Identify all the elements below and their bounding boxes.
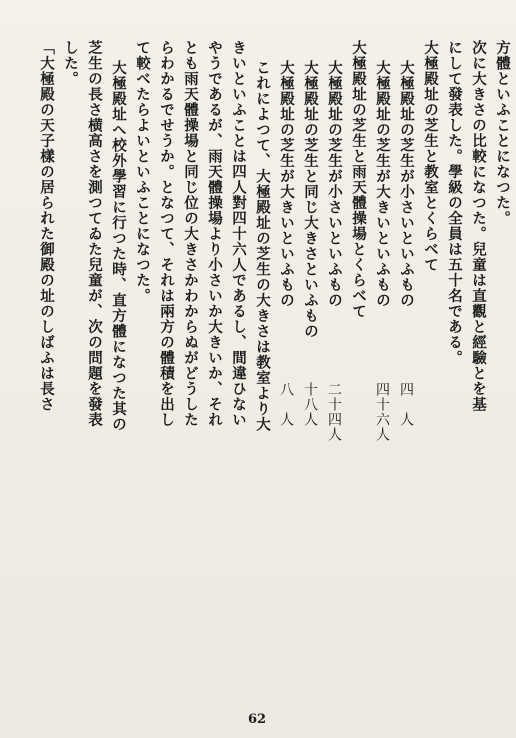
text-line: やうであるが、雨天體操場より小さいか大きいか、それ	[206, 40, 223, 428]
text-line: 大極殿址の芝生が大きいといふもの	[278, 60, 295, 308]
text-line: きいといふことは四人對四十六人であるし、間違ひない	[230, 40, 247, 428]
count-value: 四十六人	[374, 382, 390, 442]
text-line: 芝生の長さ横高さを測つてゐた兒童が、次の問題を發表	[86, 40, 103, 428]
count-value: 十八人	[302, 382, 318, 427]
text-line: 大極殿址の芝生と雨天體操場とくらべて	[350, 40, 367, 319]
text-line: 大極殿址の芝生と同じ大きさといふもの	[302, 60, 319, 339]
count-value: 二十四人	[326, 382, 342, 442]
text-line: 大極殿址の芝生と教室とくらべて	[422, 40, 439, 273]
text-line: 大極殿址へ校外學習に行つた時、直方體になつた其の	[110, 60, 127, 432]
text-line: これによつて、大極殿址の芝生の大きさは教室より大	[254, 60, 271, 432]
text-line: 大極殿址の芝生が大きいといふもの	[374, 60, 391, 308]
text-line: 大極殿址の芝生が小さいといふもの	[326, 60, 343, 308]
text-line: 方體といふことになつた。	[494, 40, 511, 226]
text-line: 大極殿址の芝生が小さいといふもの	[398, 60, 415, 308]
count-value: 八 人	[278, 382, 294, 427]
text-line: にして發表した。學級の全員は五十名である。	[446, 40, 463, 366]
text-line: とも雨天體操場と同じ位の大きさかわからぬがどうした	[182, 40, 199, 428]
text-line: した。	[62, 40, 79, 87]
text-line: 次に大きさの比較になつた。兒童は直觀と經驗とを基	[470, 40, 487, 412]
count-value: 四 人	[398, 382, 414, 427]
text-line: らわかるでせうか。となつて、それは兩方の體積を出し	[158, 40, 175, 428]
text-line: 「大極殿の天子樣の居られた御殿の址のしばふは長さ	[38, 40, 55, 412]
page-number: 62	[248, 712, 267, 727]
text-line: て較べたらよいといふことになつた。	[134, 40, 151, 304]
